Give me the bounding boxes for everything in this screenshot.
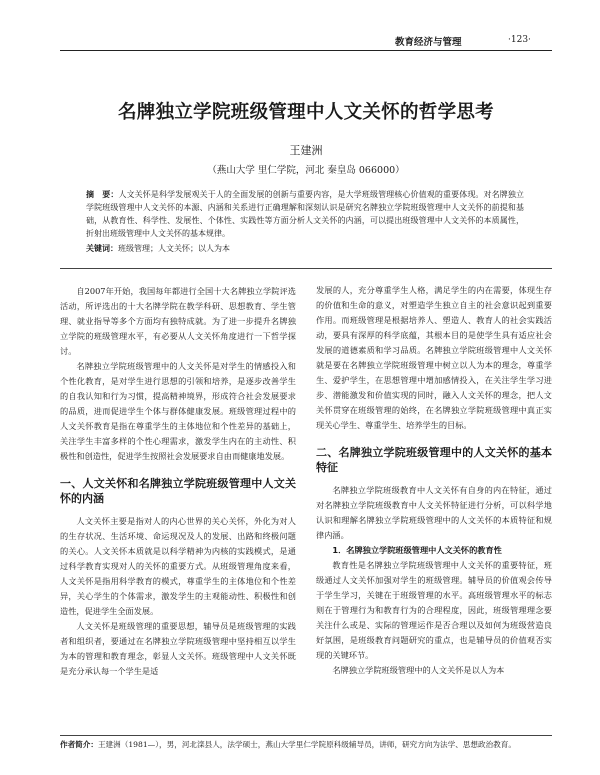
left-column xyxy=(60,284,296,679)
header-rule xyxy=(60,50,552,51)
footnote-text: 王建洲（1981—），男，河北滦县人，法学硕士，燕山大学里仁学院原科级辅导员，讲师，研究方向为法学、思想政治教育。 xyxy=(97,740,516,749)
author-affiliation: （燕山大学 里仁学院，河北 秦皇岛 066000） xyxy=(207,165,405,176)
intro-paragraph: 名牌独立学院班级管理中的人文关怀是对学生的情感投入和个性化教育，是对学生进行思想的引领和培养，是逐步改善学生的自我认知和行为习惯，提高精神境界，形成符合社会发展要求的品质，进而促进学生个体与群体健康发展。班级管理过程中的人文关怀教育是指在尊重学生的主体地位和个性差异的基础上，关注学生丰富多样的个性心理需求，激发学生内在的主动性、积极性和创造性，促进学生按照社会发展要求自由而健康地发展。 xyxy=(60,361,296,461)
body-paragraph: 人文关怀是班级管理的重要思想，辅导员是班级管理的实践者和组织者，要通过在名牌独立学院班级管理中坚持相互以学生为本的管理和教育理念，彰显人文关怀。班级管理中人文关怀既是充分承认每一个学生是适 xyxy=(60,621,296,676)
body-paragraph: 教育性是名牌独立学院班级管理中人文关怀的重要特征，班级通过人文关怀加强对学生的班级管理。辅导员的价值观会传导于学生学习，关键在于班级管理的水平。高班级管理水平的标志则在于管理行为和教育行为的合理程度，因此，班级管理理念要关注什么或是、实际的管理运作是否合理以及如何为班级营造良好氛围，是班级教育问题研究的重点，也是辅导员的价值观否实现的关键环节。 xyxy=(316,560,552,660)
section-2-heading: 二、名牌独立学院班级管理中的人文关怀的基本特征 xyxy=(316,446,552,474)
keywords xyxy=(86,243,524,254)
body-paragraph: 名牌独立学院班级管理中的人文关怀是以人为本 xyxy=(332,665,505,675)
footnote-label: 作者简介： xyxy=(60,740,98,749)
right-column xyxy=(316,283,552,678)
page-number: ·123· xyxy=(508,35,531,45)
body-paragraph: 名牌独立学院班级教育中人文关怀有自身的内在特征，通过对名牌独立学院班级教育中人文关怀特征进行分析，可以科学地认识和理解名牌独立学院班级管理中的人文关怀的本质特征和规律内涵。 xyxy=(316,485,552,540)
abstract xyxy=(86,188,524,240)
intro-paragraph: 自2007年开始，我国每年都进行全国十大名牌独立学院评选活动，所评选出的十大名牌学院在教学科研、思想教育、学生管理、就业指导等多个方面均有独特成就。为了进一步提升名牌独立学院的班级管理水平，有必要从人文关怀角度进行一下哲学探讨。 xyxy=(60,286,296,356)
keywords-text: 班级管理；人文关怀；以人为本 xyxy=(118,244,230,253)
body-paragraph: 人文关怀主要是指对人的内心世界的关心关怀，外化为对人的生存状况、生活环境、命运现况及人的发展、出路和终极问题的关心。人文关怀本质就是以科学精神为内核的实践模式，是通过科学教育实现对人的关怀的重要方式。从班级管理角度来看，人文关怀是指用科学教育的模式，尊重学生的主体地位和个性差异，关心学生的个体需求，激发学生的主观能动性、积极性和创造性，促进学生全面发展。 xyxy=(60,516,296,616)
author-footnote xyxy=(60,739,552,751)
keywords-label: 关键词： xyxy=(86,244,118,253)
abstract-label: 摘 要： xyxy=(86,190,119,199)
article-author: 王建洲 xyxy=(289,144,323,157)
article-title: 名牌独立学院班级管理中人文关怀的哲学思考 xyxy=(117,102,494,123)
abstract-text: 人文关怀是科学发展观关于人的全面发展的创新与重要内容，是大学班级管理核心价值观的重要体现。对名牌独立学院班级管理中人文关怀的本源、内涵和关系进行正确理解和深刻认识是研究名牌独立学院班级管理中人文关怀的前提和基础，从教育性、科学性、发展性、个体性、实践性等方面分析人文关怀的内涵，可以提出班级管理中人文关怀的本质属性，折射出班级管理中人文关怀的基本规律。 xyxy=(86,190,524,238)
subsection-1-heading: 1．名牌独立学院班级管理中人文关怀的教育性 xyxy=(332,545,502,555)
continued-paragraph: 发展的人，充分尊重学生人格，满足学生的内在需要，体现生存的价值和生命的意义，对塑造学生独立自主的社会意识起到重要作用。而班级管理是根据培养人、塑造人、教育人的社会实践活动，要具有深厚的科学底蕴，其根本目的是使学生具有适应社会发展的道德素质和学习品质。名牌独立学院班级管理中人文关怀就是要在名牌独立学院班级管理中树立以人为本的理念，尊重学生、爱护学生，在思想管理中增加感情投入，在关注学生学习进步、潜能激发和价值实现的同时，融入人文关怀的理念，把人文关怀贯穿在班级管理的始终，在名牌独立学院班级管理中真正实现关心学生、尊重学生、培养学生的目标。 xyxy=(316,285,552,430)
abstract-divider xyxy=(60,268,552,269)
running-header-journal: 教育经济与管理 xyxy=(395,37,462,48)
footnote-rule xyxy=(60,735,552,736)
section-1-heading: 一、人文关怀和名牌独立学院班级管理中人文关怀的内涵 xyxy=(60,477,296,505)
